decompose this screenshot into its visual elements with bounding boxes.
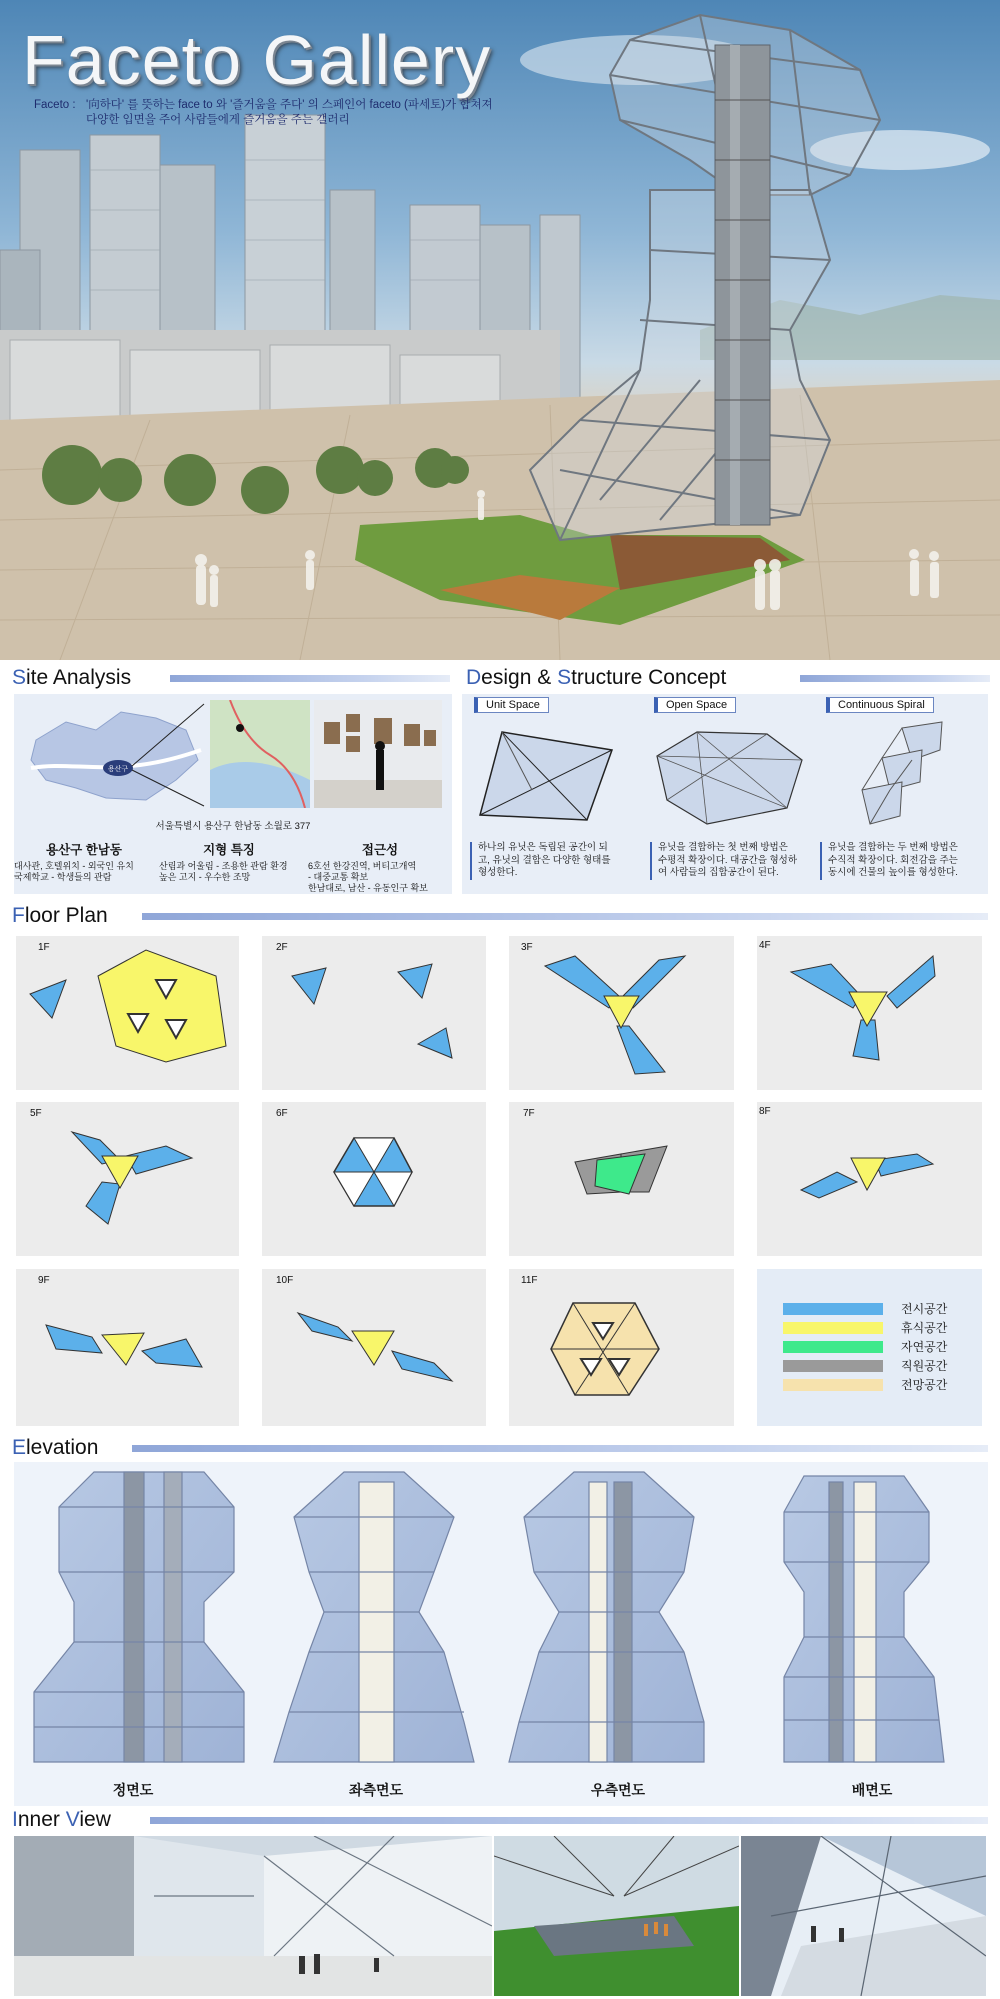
floor-plan-heading: Floor Plan (12, 904, 108, 927)
legend-item-nature: 자연공간 (783, 1337, 947, 1356)
floor-plan-1f: 1F (16, 936, 239, 1090)
location-map (210, 700, 310, 808)
site-column-2: 지형 특징 산림과 어울림 - 조용한 관람 환경 높은 고지 - 우수한 조망 (159, 843, 288, 882)
floor-plan-6f: 6F (262, 1102, 486, 1256)
elevation-caption-rear: 배면도 (851, 1782, 893, 1798)
poster-subtitle (34, 98, 554, 128)
continuous-spiral-label: Continuous Spiral (826, 697, 934, 713)
seoul-district-map (26, 700, 206, 808)
hero-rendering (0, 0, 1000, 660)
legend-swatch (783, 1322, 883, 1334)
floor-plan-2f: 2F (262, 936, 486, 1090)
legend-item-rest: 휴식공간 (783, 1318, 947, 1337)
subtitle-label: Faceto : (34, 99, 76, 111)
gallery-interior-photo (314, 700, 442, 808)
design-concept-heading: Design & Structure Concept (466, 666, 727, 689)
floor-plan-4f: 4F (757, 936, 982, 1090)
elevation-drawings (14, 1462, 988, 1772)
elevation-heading: Elevation (12, 1436, 99, 1459)
legend-item-exhibition: 전시공간 (783, 1299, 947, 1318)
open-space-text: 유닛을 결합하는 첫 번째 방법은 수평적 확장이다. 대공간을 형성하 여 사람들의 집합공간이 된다. (650, 842, 814, 880)
site-column-1: 용산구 한남동 대사관, 호텔위치 - 외국인 유치 국제학교 - 학생들의 관람 (14, 843, 134, 882)
inner-view-heading: Inner View (12, 1808, 111, 1831)
floor-plan-rule (142, 913, 988, 920)
legend-item-observation: 전망공간 (783, 1375, 947, 1394)
floor-plan-11f: 11F (509, 1269, 734, 1426)
inner-view-image-3 (741, 1836, 986, 1996)
inner-view-rule (150, 1817, 988, 1824)
legend-swatch (783, 1303, 883, 1315)
floor-plan-8f: 8F (757, 1102, 982, 1256)
unit-space-label: Unit Space (474, 697, 549, 713)
map-marker: 용산구 (107, 766, 129, 773)
unit-space-text: 하나의 유닛은 독립된 공간이 되 고, 유닛의 결합은 다양한 형태를 형성한다. (470, 842, 628, 880)
floor-plan-9f: 9F (16, 1269, 239, 1426)
inner-view-image-2 (494, 1836, 739, 1996)
poster-title: Faceto Gallery (22, 21, 492, 99)
site-column-3: 접근성 6호선 한강진역, 버티고개역 - 대중교통 확보 한남대로, 남산 - 유동인구 확보 (308, 843, 428, 893)
site-analysis-heading: Site Analysis (12, 666, 132, 689)
floor-plan-10f: 10F (262, 1269, 486, 1426)
floor-plan-7f: 7F (509, 1102, 734, 1256)
floor-plan-3f: 3F (509, 936, 734, 1090)
elevation-rule (132, 1445, 988, 1452)
site-address: 서울특별시 용산구 한남동 소월로 377 (155, 821, 311, 832)
site-analysis-rule (170, 675, 450, 682)
elevation-panel (14, 1462, 988, 1806)
legend-swatch (783, 1360, 883, 1372)
site-analysis-panel (14, 694, 452, 894)
continuous-spiral-text: 유닛을 결합하는 두 번째 방법은 수직적 확장이다. 회전감을 주는 동시에 건물의 높이를 형성한다. (820, 842, 988, 880)
legend-swatch (783, 1341, 883, 1353)
legend-item-staff: 직원공간 (783, 1356, 947, 1375)
legend-swatch (783, 1379, 883, 1391)
elevation-caption-left: 좌측면도 (348, 1782, 404, 1798)
inner-view-image-1 (14, 1836, 492, 1996)
subtitle-line-1: '向하다' 를 뜻하는 face to 와 '즐거움을 주다' 의 스페인어 faceto (파세토)가 합쳐져 (86, 99, 493, 111)
design-concept-rule (800, 675, 990, 682)
open-space-label: Open Space (654, 697, 736, 713)
elevation-caption-right: 우측면도 (590, 1782, 646, 1798)
unit-space-diagram (472, 720, 622, 830)
floor-plan-legend (757, 1269, 982, 1426)
design-concept-panel (462, 694, 988, 894)
floor-plan-5f: 5F (16, 1102, 239, 1256)
subtitle-line-2: 다양한 입면을 주어 사람들에게 즐거움을 주는 갤러리 (86, 114, 350, 126)
elevation-caption-front: 정면도 (112, 1782, 154, 1798)
open-space-diagram (647, 720, 807, 830)
continuous-spiral-diagram (842, 720, 962, 830)
